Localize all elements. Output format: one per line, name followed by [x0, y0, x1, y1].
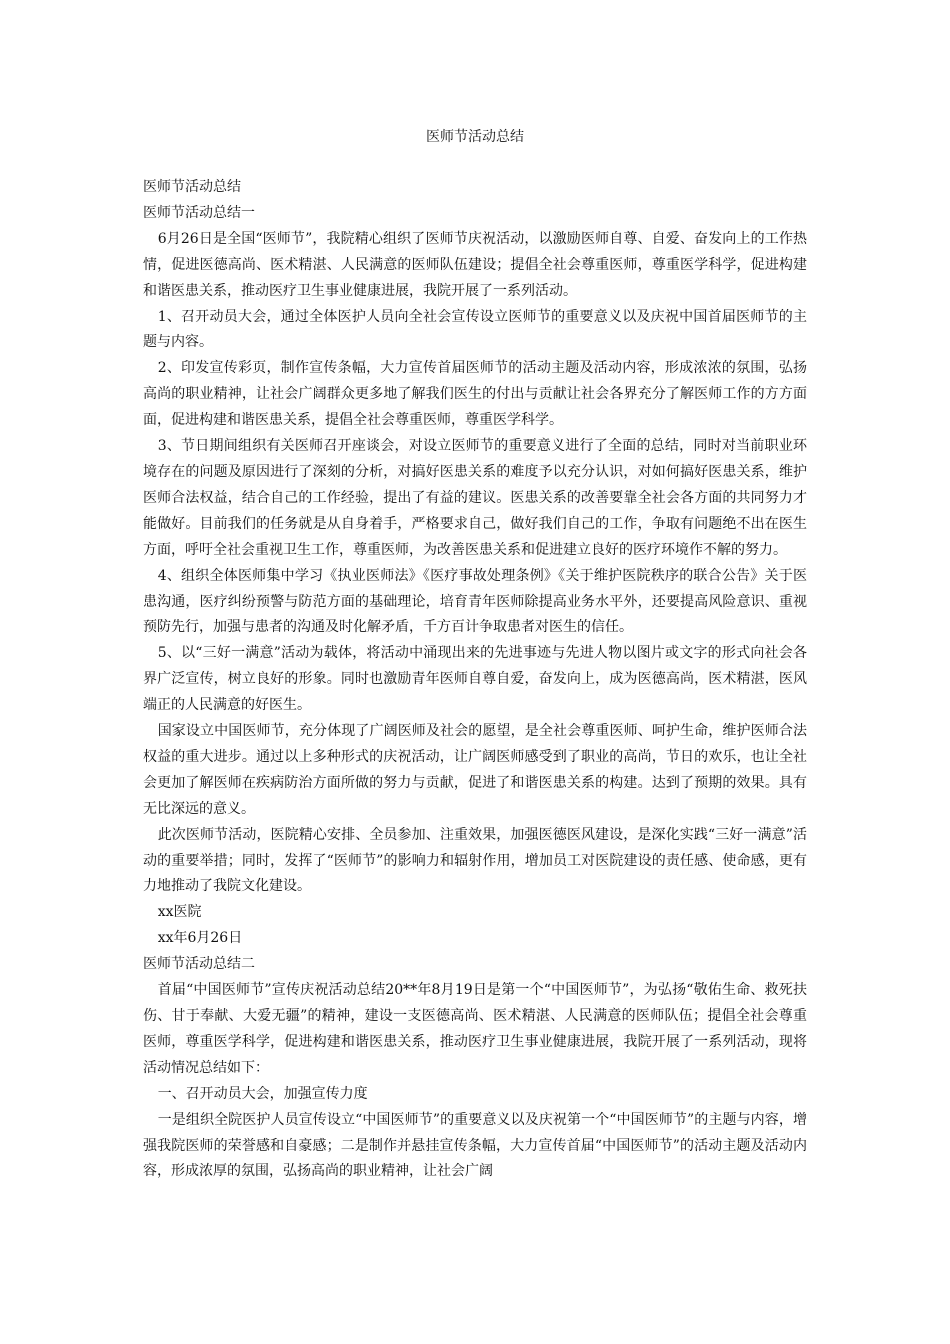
paragraph: 4、组织全体医师集中学习《执业医师法》《医疗事故处理条例》《关于维护医院秩序的联合公告》关于医患沟通，医疗纠纷预警与防范方面的基础理论，培育青年医师除提高业务水平外，还要提高风险意识、重视预防先行，加强与患者的沟通及时化解矛盾，千方百计争取患者对医生的信任。 [143, 567, 807, 636]
paragraph: 6月26日是全国“医师节”，我院精心组织了医师节庆祝活动，以激励医师自尊、自爱、奋发向上的工作热情，促进医德高尚、医术精湛、人民满意的医师队伍建设；提倡全社会尊重医师，尊重医学科学，促进构建和谐医患关系，推动医疗卫生事业健康进展，我院开展了一系列活动。 [143, 230, 807, 299]
document-body [143, 175, 807, 1185]
section-title: 医师节活动总结二 [143, 956, 255, 973]
document-heading: 医师节活动总结 [143, 179, 241, 195]
paragraph: 国家设立中国医师节，充分体现了广阔医师及社会的愿望，是全社会尊重医师、呵护生命，维护医师合法权益的重大进步。通过以上多种形式的庆祝活动，让广阔医师感受到了职业的高尚，节日的欢乐，也让全社会更加了解医师在疾病防治方面所做的努力与贡献，促进了和谐医患关系的构建。达到了预期的效果。具有无比深远的意义。 [143, 723, 807, 817]
section-title: 医师节活动总结一 [143, 204, 255, 221]
subheading: 一、召开动员大会，加强宣传力度 [157, 1085, 368, 1102]
paragraph: 此次医师节活动，医院精心安排、全员参加、注重效果，加强医德医风建设，是深化实践“三好一满意”活动的重要举措；同时，发挥了“医师节”的影响力和辐射作用，增加员工对医院建设的责任感、使命感，更有力地推动了我院文化建设。 [143, 826, 807, 895]
paragraph: 3、节日期间组织有关医师召开座谈会，对设立医师节的重要意义进行了全面的总结，同时对当前职业环境存在的问题及原因进行了深刻的分析，对搞好医患关系的难度予以充分认识，对如何搞好医患关系，维护医师合法权益，结合自己的工作经验，提出了有益的建议。医患关系的改善要靠全社会各方面的共同努力才能做好。目前我们的任务就是从自身着手，严格要求自己，做好我们自己的工作，争取有问题绝不出在医生方面，呼吁全社会重视卫生工作，尊重医师，为改善医患关系和促进建立良好的医疗环境作不解的努力。 [143, 438, 807, 558]
paragraph: 1、召开动员大会，通过全体医护人员向全社会宣传设立医师节的重要意义以及庆祝中国首届医师节的主题与内容。 [143, 308, 807, 351]
document-title: 医师节活动总结 [426, 129, 524, 145]
signature-org: xx医院 [157, 904, 202, 921]
paragraph: 首届“中国医师节”宣传庆祝活动总结20**年8月19日是第一个“中国医师节”，为弘扬“敬佑生命、救死扶伤、甘于奉献、大爱无疆”的精神，建设一支医德高尚、医术精湛、人民满意的医师队伍；提倡全社会尊重医师，尊重医学科学，促进构建和谐医患关系，推动医疗卫生事业健康进展，我院开展了一系列活动，现将活动情况总结如下： [143, 982, 807, 1076]
paragraph: 5、以“三好一满意”活动为载体，将活动中涌现出来的先进事迹与先进人物以图片或文字的形式向社会各界广泛宣传，树立良好的形象。同时也激励青年医师自尊自爱，奋发向上，成为医德高尚，医术精湛，医风端正的人民满意的好医生。 [143, 645, 807, 714]
paragraph: 2、印发宣传彩页，制作宣传条幅，大力宣传首届医师节的活动主题及活动内容，形成浓浓的氛围，弘扬高尚的职业精神，让社会广阔群众更多地了解我们医生的付出与贡献让社会各界充分了解医师工作的方方面面，促进构建和谐医患关系，提倡全社会尊重医师，尊重医学科学。 [143, 360, 807, 429]
paragraph: 一是组织全院医护人员宣传设立“中国医师节”的重要意义以及庆祝第一个“中国医师节”的主题与内容，增强我院医师的荣誉感和自豪感；二是制作并悬挂宣传条幅，大力宣传首届“中国医师节”的活动主题及活动内容，形成浓厚的氛围，弘扬高尚的职业精神，让社会广阔 [143, 1111, 807, 1180]
signature-date: xx年6月26日 [157, 930, 243, 947]
